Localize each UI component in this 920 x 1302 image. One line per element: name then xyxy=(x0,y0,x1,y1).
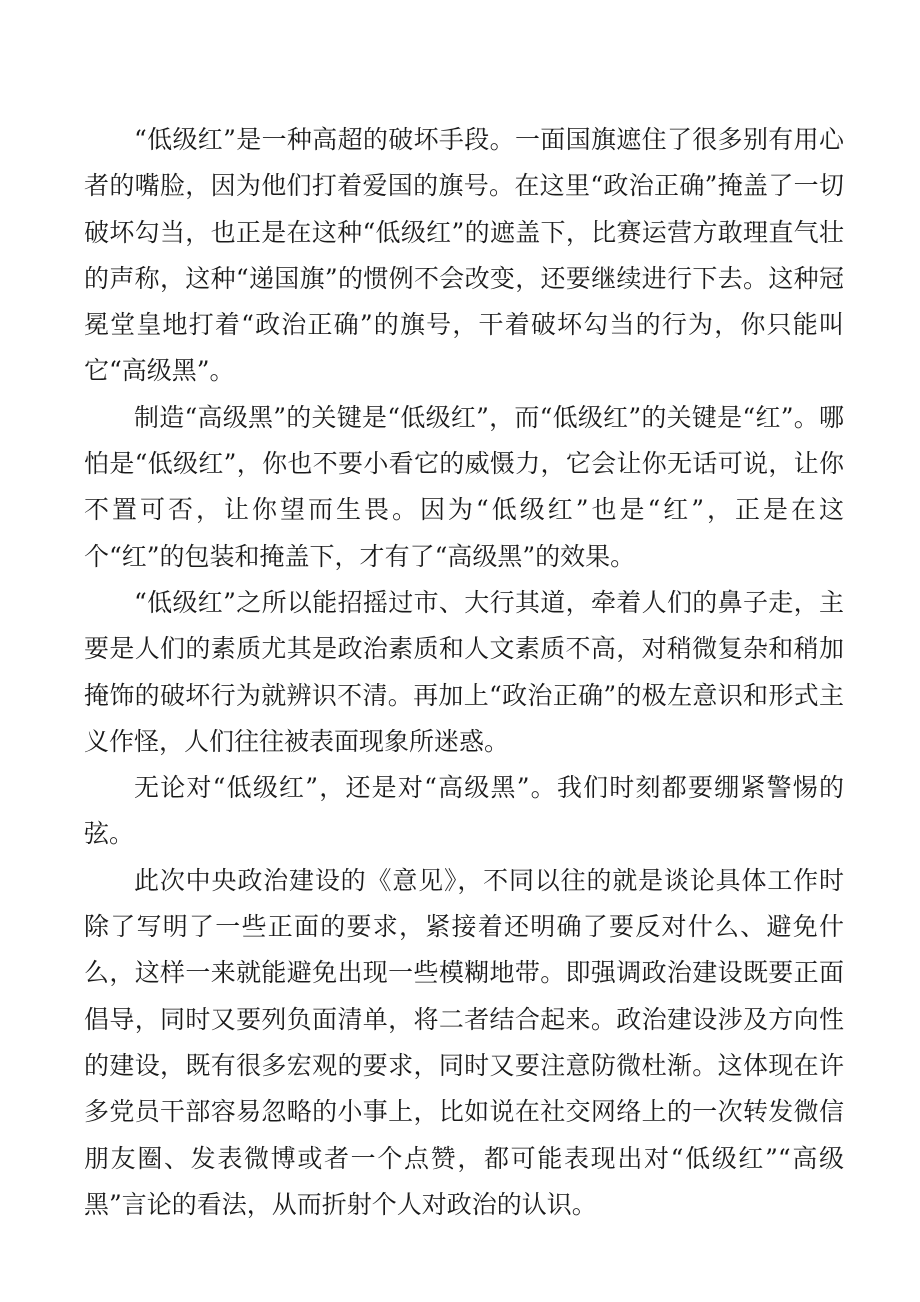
paragraph-5: 此次中央政治建设的《意见》，不同以往的就是谈论具体工作时除了写明了一些正面的要求，紧接着还明确了要反对什么、避免什么，这样一来就能避免出现一些模糊地带。即强调政治建设既要正面倡导，同时又要列负面清单，将二者结合起来。政治建设涉及方向性的建设，既有很多宏观的要求，同时又要注意防微杜渐。这体现在许多党员干部容易忽略的小事上，比如说在社交网络上的一次转发微信朋友圈、发表微博或者一个点赞，都可能表现出对“低级红”“高级黑”言论的看法，从而折射个人对政治的认识。 xyxy=(84,865,844,1219)
article-body xyxy=(84,117,844,1228)
paragraph-1: “低级红”是一种高超的破坏手段。一面国旗遮住了很多别有用心者的嘴脸，因为他们打着爱国的旗号。在这里“政治正确”掩盖了一切破坏勾当，也正是在这种“低级红”的遮盖下，比赛运营方敢理直气壮的声称，这种“递国旗”的惯例不会改变，还要继续进行下去。这种冠冕堂皇地打着“政治正确”的旗号，干着破坏勾当的行为，你只能叫它“高级黑”。 xyxy=(84,125,844,386)
paragraph-3: “低级红”之所以能招摇过市、大行其道，牵着人们的鼻子走，主要是人们的素质尤其是政治素质和人文素质不高，对稍微复杂和稍加掩饰的破坏行为就辨识不清。再加上“政治正确”的极左意识和形式主义作怪，人们往往被表面现象所迷惑。 xyxy=(84,587,844,756)
paragraph-4: 无论对“低级红”，还是对“高级黑”。我们时刻都要绷紧警惕的弦。 xyxy=(84,773,844,849)
paragraph-2: 制造“高级黑”的关键是“低级红”，而“低级红”的关键是“红”。哪怕是“低级红”，你也不要小看它的威慑力，它会让你无话可说，让你不置可否，让你望而生畏。因为“低级红”也是“红”，正是在这个“红”的包装和掩盖下，才有了“高级黑”的效果。 xyxy=(84,402,844,571)
